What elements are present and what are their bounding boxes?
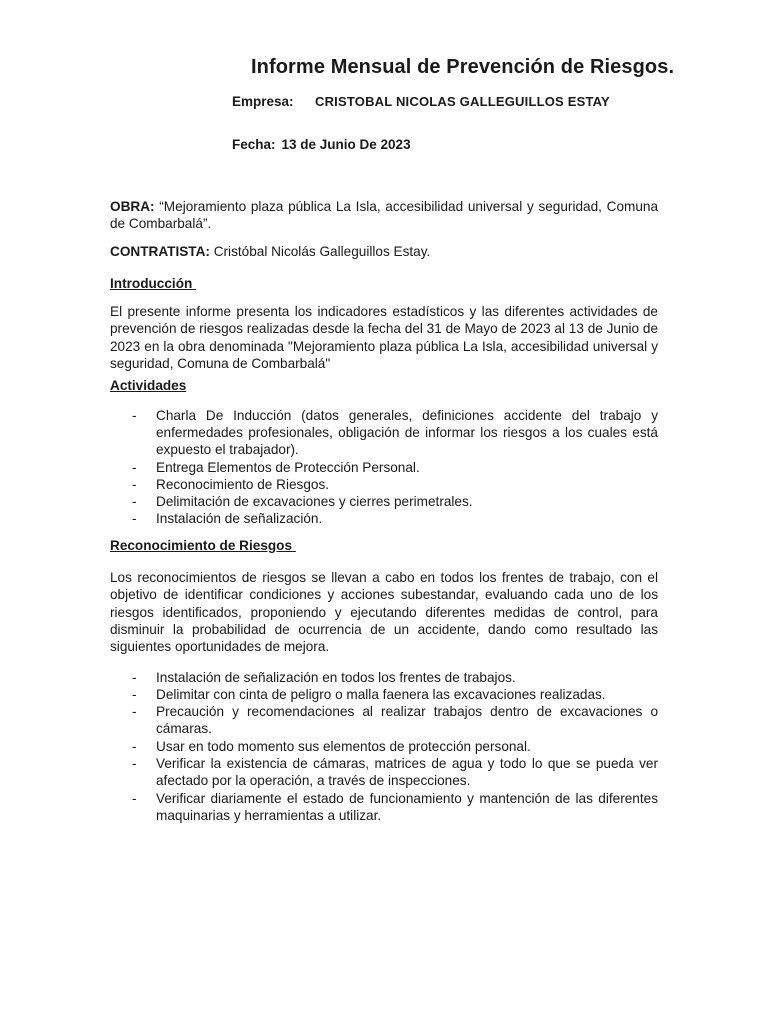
bullet-dash: - <box>132 704 137 720</box>
obra-label: OBRA: <box>110 199 155 214</box>
list-item-text: Precaución y recomendaciones al realizar trabajos dentro de excavaciones o cámaras. <box>156 704 658 737</box>
obra-paragraph <box>110 198 658 233</box>
list-item-text: Instalación de señalización en todos los frentes de trabajos. <box>156 669 516 685</box>
list-item-text: Instalación de señalización. <box>156 511 323 527</box>
list-item <box>110 510 658 527</box>
bullet-dash: - <box>132 790 137 806</box>
contratista-paragraph <box>110 243 658 260</box>
document-body <box>110 198 658 824</box>
list-item-text: Entrega Elementos de Protección Personal. <box>156 459 420 475</box>
list-item <box>110 738 658 755</box>
list-item <box>110 493 658 510</box>
document-title: Informe Mensual de Prevención de Riesgos. <box>251 56 675 78</box>
introduccion-heading-text: Introducción <box>110 275 193 291</box>
contratista-label: CONTRATISTA: <box>110 243 210 259</box>
list-item <box>110 669 658 686</box>
fecha-value: 13 de Junio De 2023 <box>281 137 411 152</box>
reconocimiento-heading-text: Reconocimiento de Riesgos <box>110 537 293 553</box>
bullet-dash: - <box>132 511 137 527</box>
contratista-text: Cristóbal Nicolás Galleguillos Estay. <box>213 243 431 259</box>
bullet-dash: - <box>132 476 137 492</box>
bullet-dash: - <box>132 756 137 772</box>
list-item <box>110 755 658 790</box>
bullet-dash: - <box>132 686 137 702</box>
list-item <box>110 407 658 459</box>
list-item-text: Verificar diariamente el estado de funcionamiento y mantención de las diferentes maquinarias y herramientas a utilizar. <box>156 790 658 823</box>
list-item <box>110 790 658 825</box>
list-item <box>110 703 658 738</box>
introduccion-paragraph: El presente informe presenta los indicadores estadísticos y las diferentes actividades de prevención de riesgos realizadas desde la fecha del 31 de Mayo de 2023 al 13 de Junio de 2023 en la obra denominada "Mejoramiento plaza pública La Isla, accesibilidad universal y seguridad, Comuna de Combarbalá" <box>110 304 658 372</box>
bullet-dash: - <box>132 459 137 475</box>
list-item-text: Delimitar con cinta de peligro o malla faenera las excavaciones realizadas. <box>156 686 606 702</box>
fecha-line <box>232 137 411 152</box>
list-item-text: Verificar la existencia de cámaras, matrices de agua y todo lo que se pueda ver afectado por la operación, a través de inspecciones. <box>156 756 658 789</box>
bullet-dash: - <box>132 407 137 423</box>
empresa-value: CRISTOBAL NICOLAS GALLEGUILLOS ESTAY <box>315 94 610 109</box>
actividades-list <box>110 407 658 528</box>
mejoras-list <box>110 669 658 825</box>
list-item <box>110 459 658 476</box>
bullet-dash: - <box>132 669 137 685</box>
list-item-text: Delimitación de excavaciones y cierres perimetrales. <box>156 494 473 510</box>
list-item <box>110 686 658 703</box>
actividades-heading: Actividades <box>110 378 187 394</box>
empresa-label: Empresa: <box>232 94 294 109</box>
introduccion-heading <box>110 275 658 292</box>
obra-text: “Mejoramiento plaza pública La Isla, accesibilidad universal y seguridad, Comuna de Combarbalá”. <box>110 199 659 232</box>
list-item-text: Reconocimiento de Riesgos. <box>156 476 330 492</box>
list-item-text: Charla De Inducción (datos generales, definiciones accidente del trabajo y enfermedades profesionales, obligación de informar los riesgos a los cuales está expuesto el trabajador). <box>156 407 658 458</box>
list-item <box>110 476 658 493</box>
reconocimiento-heading <box>110 537 658 554</box>
bullet-dash: - <box>132 738 137 754</box>
bullet-dash: - <box>132 494 137 510</box>
list-item-text: Usar en todo momento sus elementos de protección personal. <box>156 738 531 754</box>
reconocimiento-paragraph: Los reconocimientos de riesgos se llevan a cabo en todos los frentes de trabajo, con el objetivo de identificar condiciones y acciones subestandar, evaluando cada uno de los riesgos identificados, proponiendo y ejecutando diferentes medidas de control, para disminuir la probabilidad de ocurrencia de un accidente, dando como resultado las siguientes oportunidades de mejora. <box>110 570 658 655</box>
fecha-label: Fecha: <box>232 137 276 152</box>
